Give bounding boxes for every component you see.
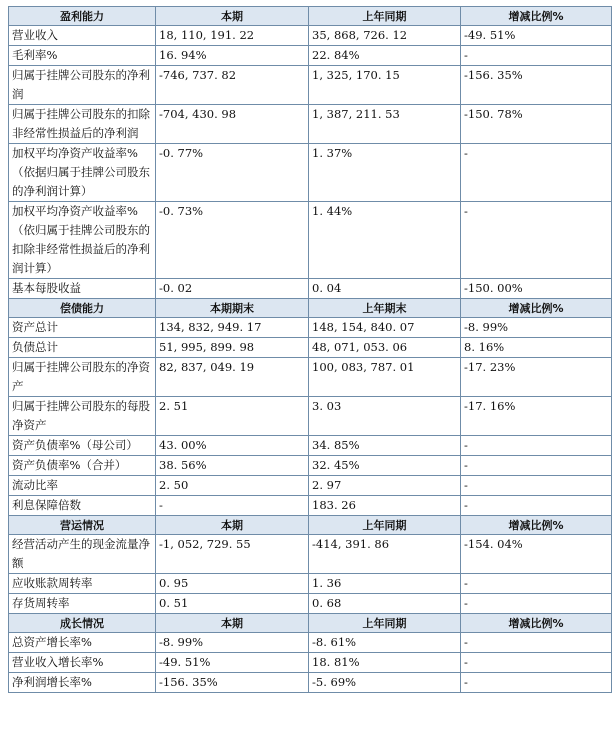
cell-label: 资产负债率%（合并） (9, 456, 156, 476)
table-row (9, 279, 612, 299)
cell-change: - (461, 496, 612, 516)
column-header: 本期 (156, 614, 309, 633)
cell-current: 38. 56% (156, 456, 309, 476)
table-row (9, 673, 612, 693)
column-header: 增减比例% (461, 614, 612, 633)
cell-change: - (461, 673, 612, 693)
table-row (9, 105, 612, 144)
cell-previous: 1. 37% (309, 144, 461, 202)
cell-label: 营业收入增长率% (9, 653, 156, 673)
cell-label: 加权平均净资产收益率%（依归属于挂牌公司股东的扣除非经常性损益后的净利润计算） (9, 202, 156, 279)
table-row (9, 574, 612, 594)
cell-label: 营业收入 (9, 26, 156, 46)
cell-change: - (461, 574, 612, 594)
cell-label: 归属于挂牌公司股东的净利润 (9, 66, 156, 105)
section-header-row (9, 614, 612, 633)
cell-previous: 18. 81% (309, 653, 461, 673)
cell-change: -150. 00% (461, 279, 612, 299)
cell-label: 毛利率% (9, 46, 156, 66)
cell-previous: 32. 45% (309, 456, 461, 476)
section-header-row (9, 516, 612, 535)
cell-previous: -414, 391. 86 (309, 535, 461, 574)
section-header-row (9, 7, 612, 26)
cell-previous: 3. 03 (309, 397, 461, 436)
table-row (9, 66, 612, 105)
section-header-row (9, 299, 612, 318)
cell-previous: -5. 69% (309, 673, 461, 693)
cell-current: -0. 02 (156, 279, 309, 299)
table-row (9, 144, 612, 202)
table-row (9, 46, 612, 66)
cell-previous: 22. 84% (309, 46, 461, 66)
table-row (9, 535, 612, 574)
table-row (9, 202, 612, 279)
cell-change: -49. 51% (461, 26, 612, 46)
cell-label: 归属于挂牌公司股东的扣除非经常性损益后的净利润 (9, 105, 156, 144)
cell-label: 应收账款周转率 (9, 574, 156, 594)
section-title: 偿债能力 (9, 299, 156, 318)
financial-indicators-table (8, 6, 612, 693)
cell-change: - (461, 653, 612, 673)
section-title: 成长情况 (9, 614, 156, 633)
cell-previous: -8. 61% (309, 633, 461, 653)
cell-current: - (156, 496, 309, 516)
column-header: 本期 (156, 7, 309, 26)
cell-current: 51, 995, 899. 98 (156, 338, 309, 358)
cell-current: -0. 73% (156, 202, 309, 279)
cell-current: 2. 51 (156, 397, 309, 436)
cell-current: 16. 94% (156, 46, 309, 66)
table-row (9, 476, 612, 496)
column-header: 上年期末 (309, 299, 461, 318)
table-row (9, 436, 612, 456)
cell-previous: 1, 325, 170. 15 (309, 66, 461, 105)
cell-previous: 2. 97 (309, 476, 461, 496)
cell-current: 0. 95 (156, 574, 309, 594)
cell-label: 资产总计 (9, 318, 156, 338)
cell-previous: 0. 68 (309, 594, 461, 614)
cell-current: -1, 052, 729. 55 (156, 535, 309, 574)
cell-previous: 1, 387, 211. 53 (309, 105, 461, 144)
cell-label: 总资产增长率% (9, 633, 156, 653)
cell-change: - (461, 144, 612, 202)
cell-current: 2. 50 (156, 476, 309, 496)
cell-current: -746, 737. 82 (156, 66, 309, 105)
column-header: 增减比例% (461, 516, 612, 535)
column-header: 增减比例% (461, 299, 612, 318)
cell-previous: 34. 85% (309, 436, 461, 456)
cell-label: 存货周转率 (9, 594, 156, 614)
cell-label: 加权平均净资产收益率%（依据归属于挂牌公司股东的净利润计算） (9, 144, 156, 202)
cell-change: - (461, 46, 612, 66)
cell-change: -17. 23% (461, 358, 612, 397)
table-row (9, 594, 612, 614)
cell-change: - (461, 476, 612, 496)
section-title: 营运情况 (9, 516, 156, 535)
column-header: 上年同期 (309, 516, 461, 535)
cell-label: 负债总计 (9, 338, 156, 358)
table-row (9, 456, 612, 476)
cell-change: -8. 99% (461, 318, 612, 338)
cell-label: 资产负债率%（母公司） (9, 436, 156, 456)
cell-current: 43. 00% (156, 436, 309, 456)
cell-previous: 1. 44% (309, 202, 461, 279)
cell-label: 经营活动产生的现金流量净额 (9, 535, 156, 574)
cell-previous: 148, 154, 840. 07 (309, 318, 461, 338)
table-row (9, 318, 612, 338)
cell-previous: 1. 36 (309, 574, 461, 594)
table-row (9, 496, 612, 516)
cell-change: - (461, 202, 612, 279)
cell-previous: 0. 04 (309, 279, 461, 299)
cell-change: - (461, 456, 612, 476)
cell-previous: 48, 071, 053. 06 (309, 338, 461, 358)
cell-previous: 100, 083, 787. 01 (309, 358, 461, 397)
cell-change: -17. 16% (461, 397, 612, 436)
cell-label: 净利润增长率% (9, 673, 156, 693)
cell-current: -156. 35% (156, 673, 309, 693)
cell-current: 82, 837, 049. 19 (156, 358, 309, 397)
column-header: 本期期末 (156, 299, 309, 318)
cell-current: 134, 832, 949. 17 (156, 318, 309, 338)
cell-current: -49. 51% (156, 653, 309, 673)
table-row (9, 358, 612, 397)
cell-previous: 183. 26 (309, 496, 461, 516)
cell-change: - (461, 594, 612, 614)
cell-change: -156. 35% (461, 66, 612, 105)
table-row (9, 26, 612, 46)
cell-label: 利息保障倍数 (9, 496, 156, 516)
cell-change: -154. 04% (461, 535, 612, 574)
column-header: 上年同期 (309, 614, 461, 633)
cell-current: 0. 51 (156, 594, 309, 614)
section-title: 盈利能力 (9, 7, 156, 26)
cell-current: -704, 430. 98 (156, 105, 309, 144)
column-header: 上年同期 (309, 7, 461, 26)
table-row (9, 397, 612, 436)
column-header: 本期 (156, 516, 309, 535)
table-row (9, 633, 612, 653)
table-row (9, 338, 612, 358)
table-row (9, 653, 612, 673)
cell-label: 流动比率 (9, 476, 156, 496)
column-header: 增减比例% (461, 7, 612, 26)
cell-change: -150. 78% (461, 105, 612, 144)
cell-current: -0. 77% (156, 144, 309, 202)
cell-change: - (461, 633, 612, 653)
cell-previous: 35, 868, 726. 12 (309, 26, 461, 46)
cell-current: 18, 110, 191. 22 (156, 26, 309, 46)
cell-label: 归属于挂牌公司股东的净资产 (9, 358, 156, 397)
cell-change: 8. 16% (461, 338, 612, 358)
cell-label: 基本每股收益 (9, 279, 156, 299)
cell-current: -8. 99% (156, 633, 309, 653)
cell-label: 归属于挂牌公司股东的每股净资产 (9, 397, 156, 436)
cell-change: - (461, 436, 612, 456)
